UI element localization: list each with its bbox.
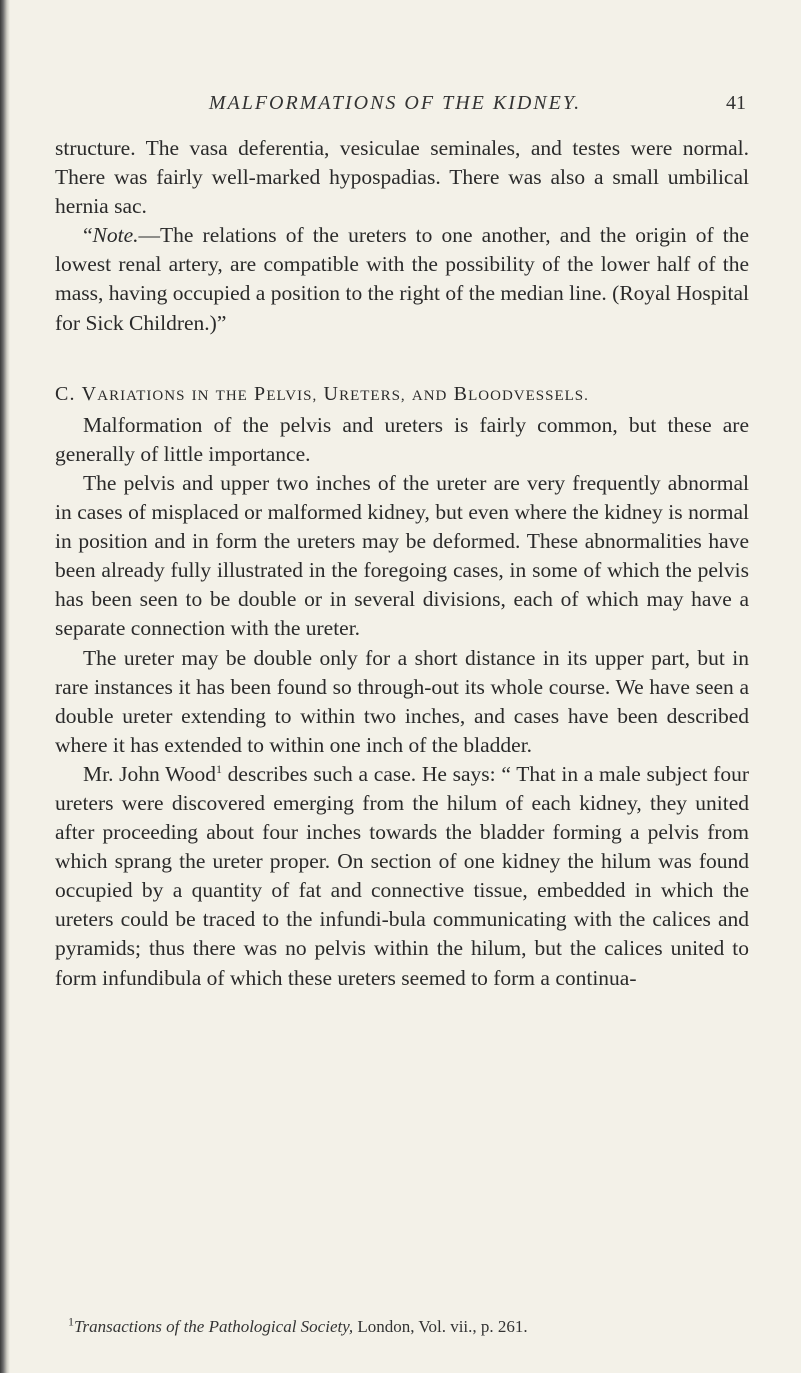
page-header [0,92,801,122]
note-label: Note. [92,223,139,248]
section-heading [55,380,749,411]
heading-word: PELVIS, [254,382,318,405]
heading-word: URETERS, [323,382,406,405]
page-binding-edge [0,0,10,1373]
footnote-title: Transactions of the Pathological Society, [74,1317,354,1336]
footnote-rest: London, Vol. vii., p. 261. [353,1317,528,1336]
paragraph-note [55,221,749,337]
paragraph-5-start: Mr. John Wood [83,761,216,786]
heading-word: THE [215,387,248,404]
paragraph-4: The ureter may be double only for a short distance in its upper part, but in rare instances it has been found so through-out its whole course. We have seen a double ureter extending to within two inches, and cases have been described where it has extended to within one inch of the bladder. [55,645,749,757]
heading-word: VARIATIONS [81,382,186,405]
paragraph-2: Malformation of the pelvis and ureters is fairly common, but these are generally of little importance. [55,412,749,466]
footnote-mark: 1 [68,1314,74,1329]
note-open-quote: “ [83,223,93,248]
heading-word: BLOODVESSELS. [453,382,589,405]
footnote [68,1314,758,1337]
section-letter: C. [55,382,76,405]
paragraph-1: structure. The vasa deferentia, vesiculae seminales, and testes were normal. There was fairly well-marked hypospadias. There was also a small umbilical hernia sac. [55,136,749,219]
page-number: 41 [726,92,746,114]
section-title [82,383,589,405]
heading-word: IN [191,387,210,404]
note-text: —The relations of the ureters to one another, and the origin of the lowest renal artery, are compatible with the possibility of the lower half of the mass, having occupied a position to the right of the median line. (Royal Hospital for Sick Children.)” [55,223,749,335]
heading-word: AND [411,387,448,404]
paragraph-3: The pelvis and upper two inches of the ureter are very frequently abnormal in cases of misplaced or malformed kidney, but even where the kidney is normal in position and in form the ureters may be deformed. These abnormalities have been already fully illustrated in the foregoing cases, in some of which the pelvis has been seen to be double or in several divisions, each of which may have a separate connection with the ureter. [55,470,749,641]
page-body [55,134,749,993]
paragraph-5-rest: describes such a case. He says: “ That in a male subject four ureters were discovered emerging from the hilum of each kidney, they united after proceeding about four inches towards the bladder forming a pelvis from which sprang the ureter proper. On section of one kidney the hilum was found occupied by a quantity of fat and connective tissue, embedded in which the ureters could be traced to the infundi-bula communicating with the calices and pyramids; thus there was no pelvis within the hilum, but the calices united to form infundibula of which these ureters seemed to form a continua- [55,761,749,990]
running-title: MALFORMATIONS OF THE KIDNEY. [208,92,582,114]
footnote-reference: 1 [215,761,222,776]
paragraph-5 [55,760,749,993]
